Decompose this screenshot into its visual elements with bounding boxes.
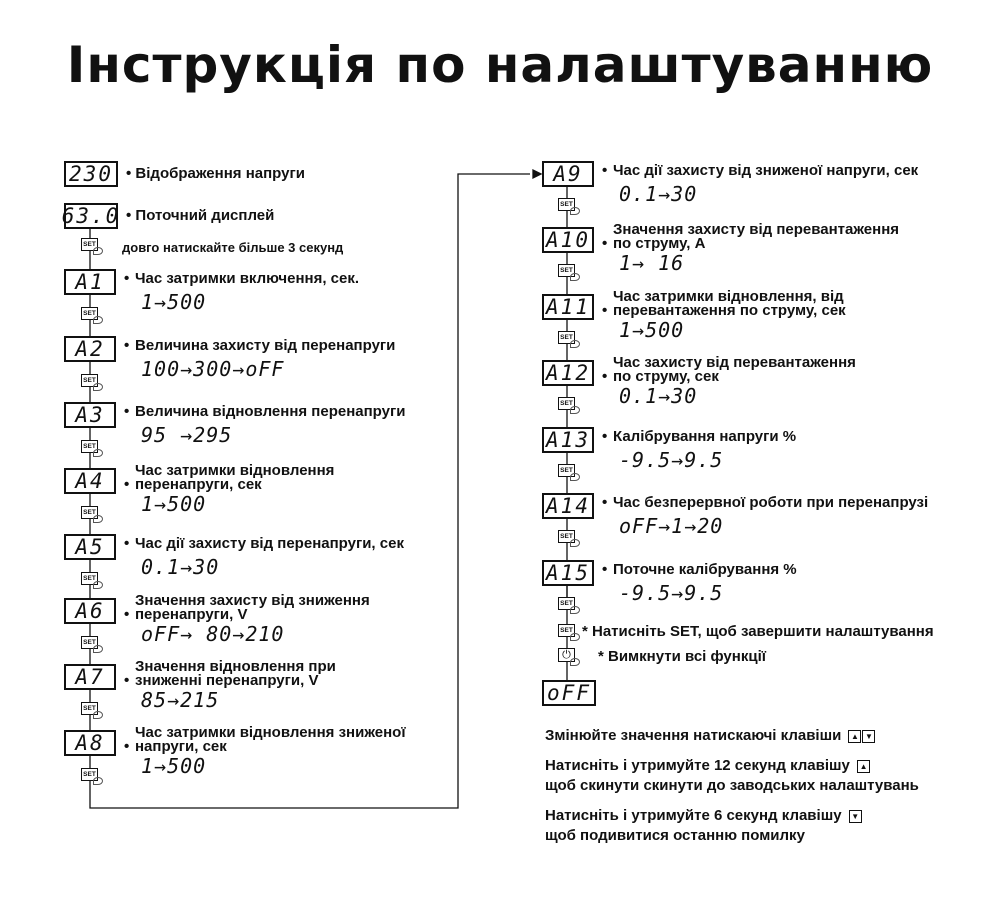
parameter-range: 0.1→30: [619, 182, 698, 206]
finish-settings-note: * Натисніть SET, щоб завершити налаштування: [582, 623, 934, 640]
parameter-display: A4: [64, 468, 116, 494]
parameter-display: A8: [64, 730, 116, 756]
parameter-display: A5: [64, 534, 116, 560]
parameter-description: Значення відновлення при: [135, 658, 336, 675]
parameter-range: 0.1→30: [141, 555, 220, 579]
finger-press-icon: [570, 273, 580, 281]
parameter-description: по струму, А: [613, 235, 706, 252]
parameter-display: A15: [542, 560, 594, 586]
set-button-icon: SET: [558, 464, 575, 477]
parameter-description: Час затримки включення, сек.: [135, 270, 360, 287]
set-button-icon: SET: [81, 238, 98, 251]
finger-press-icon: [93, 247, 103, 255]
finger-press-icon: [570, 633, 580, 641]
voltage-display: 230: [64, 161, 118, 187]
finger-press-icon: [93, 581, 103, 589]
parameter-display: A1: [64, 269, 116, 295]
set-button-icon: SET: [558, 331, 575, 344]
parameter-description: Величина відновлення перенапруги: [135, 403, 406, 420]
parameter-range: 85→215: [141, 688, 220, 712]
parameter-display: A3: [64, 402, 116, 428]
bullet: •: [602, 368, 608, 385]
set-button-icon: SET: [558, 198, 575, 211]
bullet: •: [124, 337, 130, 354]
current-display: 63.0: [61, 204, 121, 228]
parameter-description: Час захисту від перевантаження: [613, 354, 856, 371]
finger-press-icon: [93, 645, 103, 653]
parameter-description: Поточне калібрування %: [613, 561, 797, 578]
set-button-icon: SET: [81, 374, 98, 387]
finger-press-icon: [570, 207, 580, 215]
parameter-description: Час дії захисту від зниженої напруги, сек: [613, 162, 919, 179]
parameter-description: перевантаження по струму, сек: [613, 302, 846, 319]
long-press-note: довго натискайте більше 3 секунд: [122, 240, 344, 255]
finger-press-icon: [93, 449, 103, 457]
parameter-range: 1→500: [141, 492, 207, 516]
bullet: •: [124, 738, 130, 755]
factory-reset-note: Натисніть і утримуйте 12 секунд клавішу ▲ щоб скинути скинути до заводських налаштувань: [545, 757, 919, 794]
bullet: •: [124, 606, 130, 623]
power-off-note: * Вимкнути всі функції: [598, 648, 766, 665]
down-key-icon: ▼: [862, 730, 875, 743]
parameter-range: 1→ 16: [619, 251, 685, 275]
parameter-description: Час безперервної роботи при перенапрузі: [613, 494, 929, 511]
parameter-range: 1→500: [141, 754, 207, 778]
parameter-range: oFF→1→20: [619, 514, 724, 538]
voltage-display-desc: • Відображення напруги: [126, 165, 305, 182]
up-key-icon: ▲: [848, 730, 861, 743]
bullet: •: [602, 494, 608, 511]
parameter-range: 100→300→oFF: [141, 357, 285, 381]
up-key-icon: ▲: [857, 760, 870, 773]
bullet: •: [602, 162, 608, 179]
finger-press-icon: [93, 515, 103, 523]
bullet: •: [124, 270, 130, 287]
change-values-note: Змінюйте значення натискаючі клавіши ▲ ▼: [545, 726, 875, 746]
bullet: •: [602, 235, 608, 252]
set-button-icon: SET: [81, 702, 98, 715]
parameter-display: A9: [542, 161, 594, 187]
set-button-icon: SET: [81, 572, 98, 585]
bullet: •: [124, 672, 130, 689]
parameter-description: перенапруги, сек: [135, 476, 262, 493]
parameter-display: A10: [542, 227, 594, 253]
set-button-icon: SET: [558, 264, 575, 277]
parameter-display: A2: [64, 336, 116, 362]
finger-press-icon: [570, 473, 580, 481]
parameter-range: 95 →295: [141, 423, 233, 447]
current-display-desc: • Поточний дисплей: [126, 207, 275, 224]
set-button-icon: SET: [558, 397, 575, 410]
down-key-icon: ▼: [849, 810, 862, 823]
finger-press-icon: [570, 658, 580, 666]
finger-press-icon: [93, 711, 103, 719]
parameter-range: 1→500: [141, 290, 207, 314]
set-button-icon: SET: [558, 530, 575, 543]
parameter-display: A11: [542, 294, 594, 320]
parameter-description: Значення захисту від перевантаження: [613, 221, 900, 238]
finger-press-icon: [570, 606, 580, 614]
parameter-range: 1→500: [619, 318, 685, 342]
parameter-range: 0.1→30: [619, 384, 698, 408]
finger-press-icon: [93, 383, 103, 391]
set-button-icon: SET: [81, 440, 98, 453]
bullet: •: [602, 302, 608, 319]
power-button-icon: ⏻: [558, 648, 575, 662]
finger-press-icon: [570, 406, 580, 414]
parameter-range: -9.5→9.5: [619, 448, 724, 472]
set-button-icon: SET: [558, 597, 575, 610]
parameter-display: A13: [542, 427, 594, 453]
parameter-range: -9.5→9.5: [619, 581, 724, 605]
set-button-icon: SET: [558, 624, 575, 637]
parameter-description: перенапруги, V: [135, 606, 248, 623]
parameter-description: Час затримки відновлення зниженої: [135, 724, 406, 741]
parameter-range: oFF→ 80→210: [141, 622, 285, 646]
finger-press-icon: [570, 340, 580, 348]
finger-press-icon: [93, 316, 103, 324]
parameter-display: A6: [64, 598, 116, 624]
parameter-description: Час дії захисту від перенапруги, сек: [135, 535, 404, 552]
parameter-description: по струму, сек: [613, 368, 719, 385]
page-title: Інструкція по налаштуванню: [66, 36, 934, 94]
set-button-icon: SET: [81, 307, 98, 320]
bullet: •: [124, 403, 130, 420]
parameter-description: Значення захисту від зниження: [135, 592, 370, 609]
arrow-head: [533, 170, 541, 178]
set-button-icon: SET: [81, 636, 98, 649]
bullet: •: [124, 535, 130, 552]
bullet: •: [124, 476, 130, 493]
finger-press-icon: [570, 539, 580, 547]
bullet: •: [602, 561, 608, 578]
parameter-description: Час затримки відновлення: [135, 462, 335, 479]
parameter-description: напруги, сек: [135, 738, 227, 755]
parameter-display: A12: [542, 360, 594, 386]
bullet: •: [602, 428, 608, 445]
parameter-display: A14: [542, 493, 594, 519]
off-display: oFF: [542, 680, 596, 706]
parameter-description: зниженні перенапруги, V: [135, 672, 319, 689]
parameter-display: A7: [64, 664, 116, 690]
parameter-description: Час затримки відновлення, від: [613, 288, 844, 305]
last-error-note: Натисніть і утримуйте 6 секунд клавішу ▼ щоб подивитися останню помилку: [545, 806, 862, 846]
parameter-description: Калібрування напруги %: [613, 428, 797, 445]
set-button-icon: SET: [81, 768, 98, 781]
finger-press-icon: [93, 777, 103, 785]
set-button-icon: SET: [81, 506, 98, 519]
parameter-description: Величина захисту від перенапруги: [135, 337, 396, 354]
